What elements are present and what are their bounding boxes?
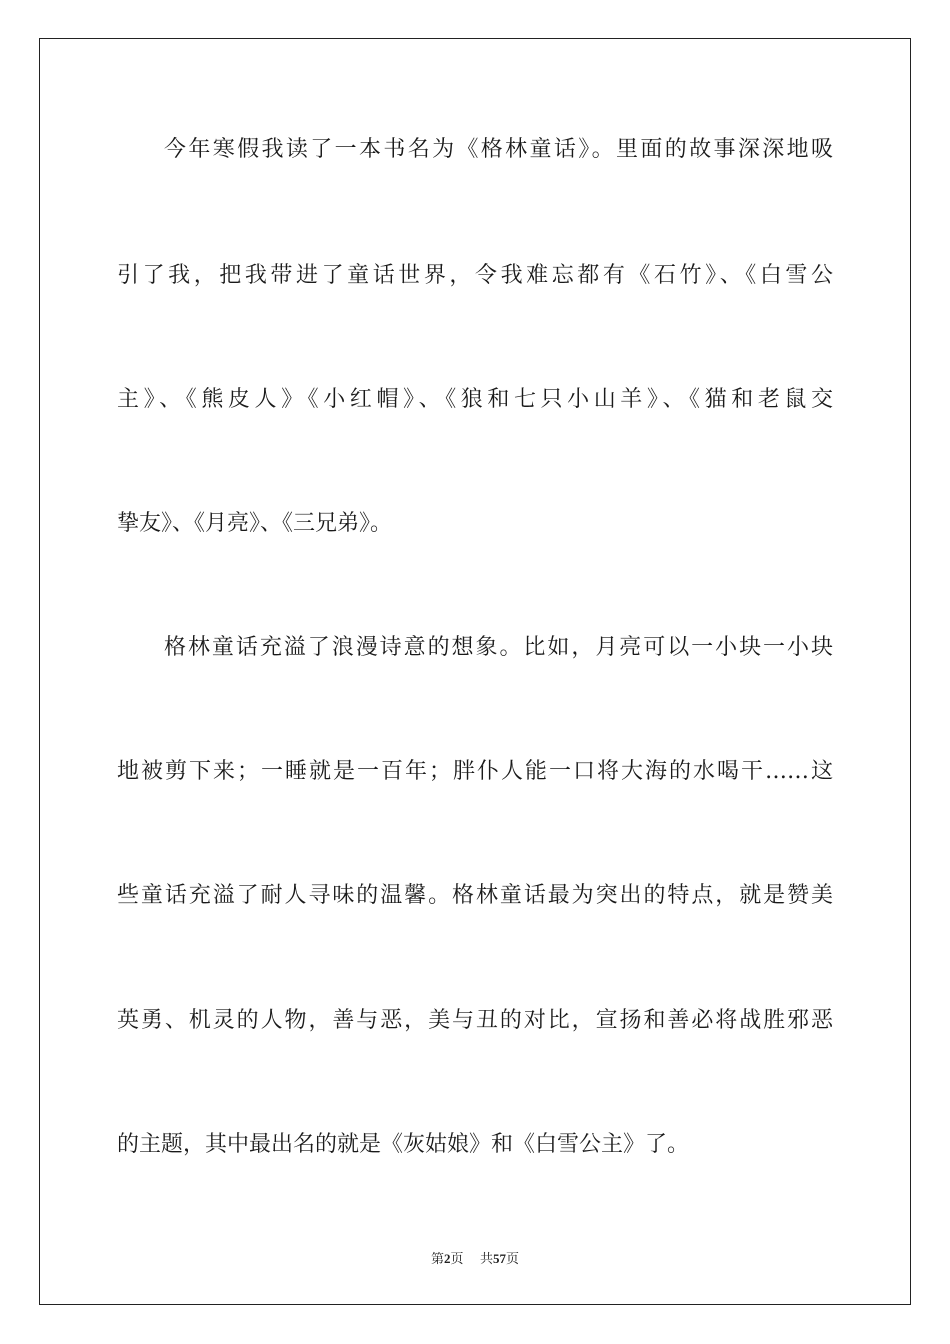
paragraph-2-line-2: 地被剪下来；一睡就是一百年；胖仆人能一口将大海的水喝干……这 bbox=[117, 759, 833, 784]
page-prefix: 第 bbox=[430, 1252, 444, 1267]
page-suffix: 页 bbox=[450, 1252, 464, 1267]
paragraph-1-line-4: 挚友》、《月亮》、《三兄弟》。 bbox=[117, 511, 393, 536]
paragraph-1-line-3: 主》、《熊皮人》《小红帽》、《狼和七只小山羊》、《猫和老鼠交 bbox=[117, 387, 833, 412]
paragraph-2-line-5: 的主题，其中最出名的就是《灰姑娘》和《白雪公主》了。 bbox=[117, 1132, 690, 1157]
page-footer bbox=[0, 1248, 950, 1267]
total-pages-number: 57 bbox=[493, 1251, 507, 1266]
paragraph-2-line-4: 英勇、机灵的人物，善与恶，美与丑的对比，宣扬和善必将战胜邪恶 bbox=[117, 1008, 833, 1033]
total-prefix: 共 bbox=[480, 1252, 494, 1267]
total-suffix: 页 bbox=[506, 1252, 520, 1267]
paragraph-2-line-3: 些童话充溢了耐人寻味的温馨。格林童话最为突出的特点，就是赞美 bbox=[117, 883, 833, 908]
page-border bbox=[39, 38, 911, 1305]
paragraph-1-line-1: 今年寒假我读了一本书名为《格林童话》。里面的故事深深地吸 bbox=[164, 137, 833, 162]
current-page-number: 2 bbox=[443, 1251, 451, 1266]
paragraph-1-line-2: 引了我，把我带进了童话世界，令我难忘都有《石竹》、《白雪公 bbox=[117, 263, 833, 288]
paragraph-2-line-1: 格林童话充溢了浪漫诗意的想象。比如，月亮可以一小块一小块 bbox=[164, 635, 833, 660]
